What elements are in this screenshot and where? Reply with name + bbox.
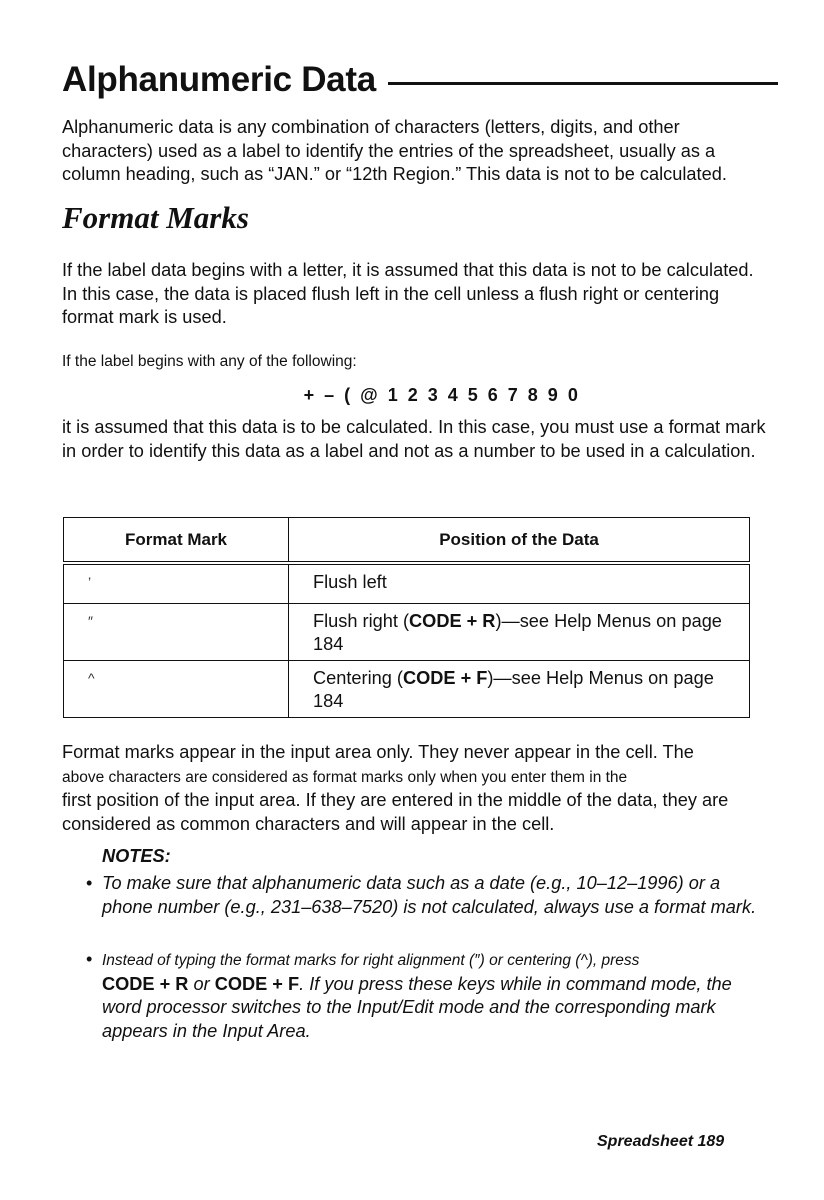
table-row bbox=[64, 563, 750, 604]
position-cell: Flush right (CODE + R)—see Help Menus on page 184 bbox=[289, 604, 750, 661]
section-heading: Format Marks bbox=[62, 200, 249, 235]
calculated-paragraph: it is assumed that this data is to be calculated. In this case, you must use a format mark in order to identify this data as a label and not as a number to be used in a calculation. bbox=[62, 417, 766, 461]
special-characters: + – ( @ 1 2 3 4 5 6 7 8 9 0 bbox=[303, 385, 581, 405]
page-heading: Alphanumeric Data bbox=[62, 60, 376, 99]
position-cell: Flush left bbox=[289, 563, 750, 604]
page-footer: Spreadsheet 189 bbox=[597, 1133, 725, 1150]
key-combo: CODE + F bbox=[402, 668, 488, 688]
heading-rule bbox=[388, 82, 778, 85]
input-area-paragraph: Format marks appear in the input area only. They never appear in the cell. The above characters are considered as format marks only when you enter them in the first position of the input area. If they are entered in the middle of the data, they are considered as common characters and will appear in the cell. bbox=[62, 742, 729, 834]
heading-row bbox=[62, 55, 778, 105]
format-mark-cell: ″ bbox=[64, 604, 289, 661]
format-marks-table bbox=[63, 517, 750, 718]
format-mark-cell: ’ bbox=[64, 563, 289, 604]
key-combo: CODE + R bbox=[409, 611, 496, 631]
label-paragraph: If the label data begins with a letter, it is assumed that this data is not to be calculated. In this case, the data is placed flush left in the cell unless a flush right or centering format mark is used. bbox=[62, 260, 754, 327]
format-mark-cell: ^ bbox=[64, 661, 289, 718]
note-item: • To make sure that alphanumeric data such as a date (e.g., 10–12–1996) or a phone number (e.g., 231–638–7520) is not calculated, always use a format mark. bbox=[86, 873, 757, 917]
intro-paragraph: Alphanumeric data is any combination of characters (letters, digits, and other characters) used as a label to identify the entries of the spreadsheet, usually as a column heading, such as “JAN.” or “12th Region.” This data is not to be calculated. bbox=[62, 117, 727, 184]
column-header-position: Position of the Data bbox=[289, 518, 750, 564]
table-header-row bbox=[64, 518, 750, 564]
table-row bbox=[64, 661, 750, 718]
bullet-icon: • bbox=[86, 873, 93, 893]
table-row bbox=[64, 604, 750, 661]
column-header-format-mark: Format Mark bbox=[64, 518, 289, 564]
bullet-icon: • bbox=[86, 949, 93, 969]
notes-title: NOTES: bbox=[102, 846, 171, 866]
position-cell: Centering (CODE + F)—see Help Menus on page 184 bbox=[289, 661, 750, 718]
label-begins-paragraph: If the label begins with any of the following: bbox=[62, 353, 357, 370]
note-item: • Instead of typing the format marks for right alignment (″) or centering (^), press CODE + R or CODE + F. If you press these keys while in command mode, the word processor switches to the Input/Edit mode and the corresponding mark appears in the Input Area. bbox=[86, 949, 732, 1041]
